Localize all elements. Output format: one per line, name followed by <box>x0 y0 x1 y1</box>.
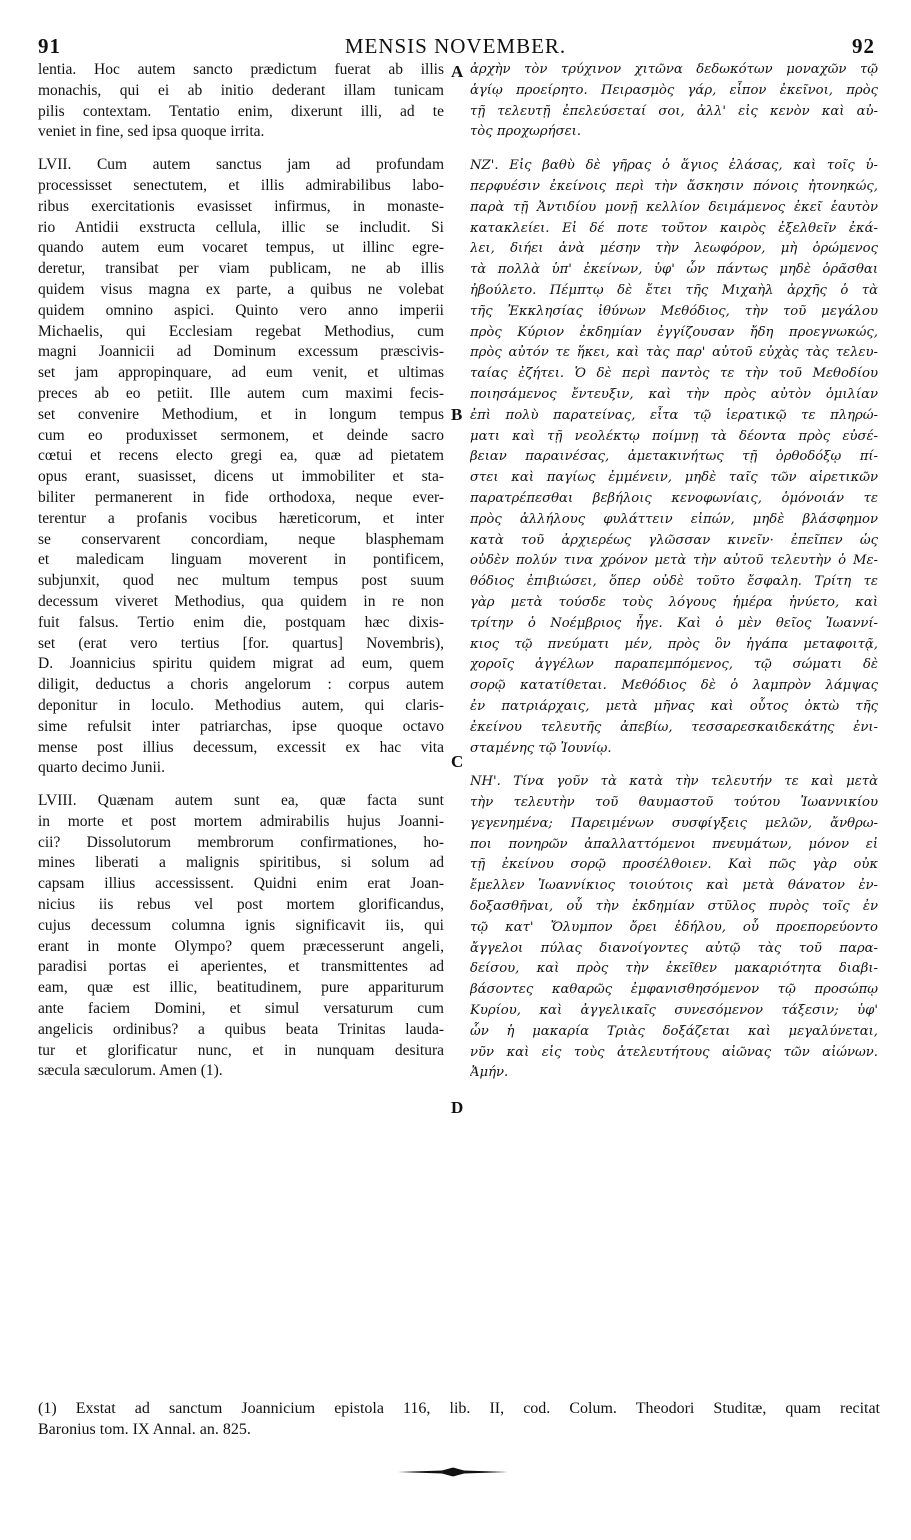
margin-marker-a: A <box>451 62 464 81</box>
text-line: σταμένης τῷ Ἰουνίῳ. <box>470 740 612 756</box>
text-line: ἐν πατριάρχαις, μετὰ μῆνας καὶ οὗτος ὀκτὼ τῆς <box>470 698 878 714</box>
page-number-left: 91 <box>38 34 61 58</box>
text-line: τῇ ἐκείνου σορῷ προσέλθοιεν. Καὶ πῶς γὰρ οὐκ <box>470 857 878 873</box>
text-line: deponitur in loculo. Methodius autem, qui claris- <box>38 696 444 714</box>
text-line: paradisi portas ei aperientes, et transmittentes ad <box>38 958 444 976</box>
greek-paragraph-58 <box>470 772 878 1084</box>
text-line: Ἀμήν. <box>470 1065 509 1081</box>
text-line: κατακλείει. Εἰ δέ ποτε τοῦτον καιρὸς ἐξελθεῖν ἐκά- <box>470 220 878 236</box>
text-line: biliter permanerent in fide orthodoxa, neque ever- <box>38 488 444 506</box>
text-line: decessum viveret Methodius, qua quidem in re non <box>38 592 444 610</box>
text-line: nicius iis rebus vel post mortem glorificandus, <box>38 896 444 914</box>
text-line: κιος τῷ πνεύματι μέν, πρὸς ὃν ἠγάπα μεταφοιτᾷ, <box>470 636 878 652</box>
text-line: περφυέσιν ἐκείνοις περὶ τὴν ἄσκησιν πόνοις ἠτονηκώς, <box>470 178 878 194</box>
running-title: MENSIS NOVEMBER. <box>344 34 567 58</box>
page-number-right: 92 <box>852 34 875 58</box>
text-line: lentia. Hoc autem sancto prædictum fuerat ab illis <box>38 61 444 78</box>
text-line: γεγενημένα; Παρειμένων συσφίγξεις μελῶν, ἄνθρω- <box>470 815 878 831</box>
text-line: οὐδὲν πολύν τινα χρόνον μετὰ τὴν αὐτοῦ τελευτὴν ὁ Με- <box>470 553 878 569</box>
text-line: ματι καὶ τῇ νεολέκτῳ ποίμνῃ τὰ δέοντα πρὸς εὐσέ- <box>470 428 878 444</box>
text-line: mines liberati a malignis spiritibus, si solum ad <box>38 854 444 872</box>
text-line: ποι πονηρῶν ἀπαλλαττόμενοι πνευμάτων, μόνον εἰ <box>470 836 878 852</box>
text-line: παρατρέπεσθαι βεβήλοις κενοφωνίαις, ὁμόνοιάν τε <box>470 490 878 506</box>
text-line: Baronius tom. IX Annal. an. 825. <box>38 1421 251 1438</box>
text-line: ἁγίῳ προείρητο. Πειρασμὸς γάρ, εἶπον ἐκεῖνοι, πρὸς <box>470 82 878 98</box>
text-line: sæcula sæculorum. Amen (1). <box>38 1062 223 1080</box>
text-line: τῇ τελευτῇ ἐπελεύσεταί σοι, ἀλλ' εἰς κενὸν καὶ αὐ- <box>470 103 878 119</box>
text-line: ΝΗ'. Τίνα γοῦν τὰ κατὰ τὴν τελευτήν τε καὶ μετὰ <box>470 774 878 790</box>
text-line: deretur, transibat per viam publicam, ne ab illis <box>38 260 444 278</box>
text-line: cœtui et recens electo gregi ea, quæ ad pietatem <box>38 447 444 465</box>
text-line: opus erant, suasisset, dicens ut immobiliter et sta- <box>38 468 444 486</box>
text-line: ἐπὶ πολὺ παρατείνας, εἶτα τῷ ἱερατικῷ τε πληρώ- <box>470 407 878 423</box>
text-line: δείσου, καὶ πρὸς τὴν ἐκεῖθεν μακαριότητα διαβι- <box>470 961 878 977</box>
text-line: quarto decimo Junii. <box>38 759 165 777</box>
text-line: τῆς Ἐκκλησίας ἰθύνων Μεθόδιος, τὴν τοῦ μεγάλου <box>470 303 878 319</box>
text-line: ἐκείνου τελευτῆς ἀπεβίω, τεσσαρεσκαιδεκάτης ἐνι- <box>470 719 878 735</box>
text-line: LVIII. Quænam autem sunt ea, quæ facta sunt <box>38 792 444 810</box>
text-line: ribus exercitationis evasisset infirmus, in monaste- <box>38 197 444 215</box>
text-line: πρὸς ἀλλήλους φυλάττειν εἰπών, μηδὲ βλάσφημον <box>470 511 878 527</box>
text-line: τρίτην ὁ Νοέμβριος ἦγε. Καὶ ὁ μὲν θεῖος Ἰωαννί- <box>470 615 878 631</box>
text-line: set (erat vero tertius [for. quartus] Novembris), <box>38 634 444 652</box>
text-line: diligit, deductus a choris angelorum : corpus autem <box>38 676 444 694</box>
text-line: cum eo produxisset sermonem, et deinde sacro <box>38 426 444 444</box>
text-line: veniet in fine, sed ipsa quoque irrita. <box>38 123 265 141</box>
text-line: subjunxit, quod nec multum tempus post suum <box>38 572 444 590</box>
text-line: pilis contextam. Tentatio enim, dixerunt illi, ad te <box>38 102 444 120</box>
text-line: ἔμελλεν Ἰωαννίκιος τοιούτοις καὶ μετὰ θάνατον ἐν- <box>470 878 878 894</box>
latin-column <box>38 60 444 1082</box>
text-line: ἠβούλετο. Πέμπτῳ δὲ ἔτει τῆς Μιχαὴλ ἀρχῆς ὁ τὰ <box>470 282 878 298</box>
greek-paragraph-1 <box>470 60 878 143</box>
text-line: fuit falsus. Tertio enim die, postquam hæc dixis- <box>38 613 444 631</box>
text-line: ταίας ἐζήτει. Ὁ δὲ περὶ παντὸς τε τὴν τοῦ Μεθοδίου <box>470 366 878 382</box>
text-line: ante faciem Domini, et simul versaturum cum <box>38 1000 444 1018</box>
text-line: κατὰ τοῦ ἀρχιερέως γλῶσσαν κινεῖν· ἐπεῖπεν ὡς <box>470 532 878 548</box>
text-line: preces ab eo petiit. Ille autem cum maximi fecis- <box>38 384 444 402</box>
text-line: cii? Dissolutorum membrorum confirmationes, ho- <box>38 833 444 851</box>
text-line: θόδιος ἐπιβιώσει, ὅπερ οὐδὲ τοῦτο ἔσφαλη. Τρίτη τε <box>470 574 878 590</box>
text-line: rio Antidii exstructa cellula, illic se includit. Si <box>38 218 444 236</box>
text-line: set jam appropinquare, ad eum venit, et ultimas <box>38 364 444 382</box>
margin-marker-b: B <box>451 405 463 424</box>
text-line: (1) Exstat ad sanctum Joannicium epistola 116, lib. II, cod. Colum. Theodori Studitæ, quam recitat <box>38 1400 880 1417</box>
text-line: cujus decessum columna ignis significavit iis, qui <box>38 916 444 934</box>
greek-paragraph-57 <box>470 156 878 759</box>
text-line: ποιησάμενος ἔντευξιν, καὶ τὴν πρὸς αὐτὸν ὁμιλίαν <box>470 386 878 402</box>
text-line: tur et glorificatur nunc, et in nunquam desitura <box>38 1041 444 1059</box>
running-header <box>0 34 911 60</box>
greek-column <box>470 60 878 1084</box>
text-line: τὰ πολλὰ ὑπ' ἐκείνων, ὑφ' ὧν πάντως μηδὲ ὁρᾶσθαι <box>470 262 878 278</box>
text-line: mense post illius decessum, excessit ex hac vita <box>38 738 444 756</box>
text-line: et maledicam linguam moverent in pontificem, <box>38 551 444 569</box>
text-line: terentur a profanis vocibus hæreticorum, et inter <box>38 509 444 527</box>
text-line: se conservarent concordiam, neque blasphemam <box>38 530 444 548</box>
text-line: τῷ κατ' Ὄλυμπον ὄρει ἐδήλου, οὗ προεπορεύοντο <box>470 919 878 935</box>
text-line: quando autem eum vocaret tempus, ut illinc egre- <box>38 239 444 257</box>
text-line: δοξασθῆναι, οὗ τὴν ἐκδημίαν στῦλος πυρὸς τοῖς ἐν <box>470 899 878 915</box>
text-line: magni Joannicii ad Dominum excessum præscivis- <box>38 343 444 361</box>
text-line: ἄγγελοι πύλας διανοίγοντες αὐτῷ τὰς τοῦ παρα- <box>470 940 878 956</box>
text-line: processisset senectutem, et illis admirabilibus labo- <box>38 176 444 194</box>
text-line: Κυρίου, καὶ ἀγγελικαῖς συνεσόμενον τάξεσιν; ὑφ' <box>470 1003 878 1019</box>
text-line: τὴν τελευτὴν τοῦ θαυμαστοῦ τούτου Ἰωαννικίου <box>470 795 878 811</box>
text-line: βειαν παραινέσας, ἀμετακινήτως τῇ ὀρθοδόξῳ πί- <box>470 449 878 465</box>
text-line: τὸς προχωρήσει. <box>470 124 582 140</box>
text-line: νῦν καὶ εἰς τοὺς ἀτελευτήτους αἰῶνας τῶν αἰώνων. <box>470 1044 878 1060</box>
text-line: in morte et post mortem admirabilis hujus Joanni- <box>38 812 444 830</box>
text-line: βάσοντες καθαρῶς ἐμφανισθησόμενον τῷ προσώπῳ <box>470 982 878 998</box>
text-line: quidem visus magna ex parte, a quibus ne volebat <box>38 280 444 298</box>
text-line: eam, quæ est illic, beatitudinem, pure appariturum <box>38 979 444 997</box>
latin-paragraph-57 <box>38 155 444 779</box>
text-line: Michaelis, qui Ecclesiam regebat Methodius, cum <box>38 322 444 340</box>
margin-marker-d: D <box>451 1098 464 1117</box>
text-line: γὰρ μετὰ τούσδε τοὺς λόγους ἡμέρα ἠνύετο, καὶ <box>470 594 878 610</box>
text-line: angelicis ordinibus? a quibus beata Trinitas lauda- <box>38 1020 444 1038</box>
text-line: χοροῖς ἀγγέλων παραπεμπόμενος, τῷ σώματι δὲ <box>470 657 878 673</box>
text-line: πρὸς αὐτόν τε ἥκει, καὶ τὰς παρ' αὐτοῦ εὐχὰς τὰς τελευ- <box>470 345 878 361</box>
text-line: ὧν ἡ μακαρία Τριὰς δοξάζεται καὶ μεγαλύνεται, <box>470 1023 878 1039</box>
text-line: στει καὶ παγίως ἐμμένειν, μηδὲ ταῖς τῶν αἱρετικῶν <box>470 470 878 486</box>
footnote <box>38 1398 880 1440</box>
latin-paragraph-1 <box>38 60 444 143</box>
text-line: sime refulsit inter patriarchas, ipse quoque octavo <box>38 717 444 735</box>
text-line: πρὸς Κύριον ἐκδημίαν ἐγγίζουσαν ἤδη προεγνωκώς, <box>470 324 878 340</box>
text-line: erant in monte Olympo? quem præcesserunt angeli, <box>38 937 444 955</box>
text-line: παρὰ τῇ Ἀντιδίου μονῇ κελλίον δειμάμενος ἐκεῖ ἑαυτὸν <box>470 199 878 215</box>
margin-marker-c: C <box>451 752 464 771</box>
text-line: monachis, qui ei ab initio dederant illam tunicam <box>38 81 444 99</box>
text-line: D. Joannicius spiritu quidem migrat ad eum, quem <box>38 655 444 673</box>
text-line: quidem omnino aspici. Quinto vero anno imperii <box>38 301 444 319</box>
text-line: LVII. Cum autem sanctus jam ad profundam <box>38 156 444 174</box>
text-line: ἀρχὴν τὸν τρύχινον χιτῶνα δεδωκότων μοναχῶν τῷ <box>470 62 878 77</box>
text-line: λει, διήει ἀνὰ μέσην τὴν λεωφόρον, μὴ ὁρώμενος <box>470 241 878 257</box>
latin-paragraph-58 <box>38 791 444 1082</box>
text-line: σορῷ κατατίθεται. Μεθόδιος δὲ ὁ λαμπρὸν λάμψας <box>470 678 878 694</box>
text-line: set convenire Methodium, et in longum tempus <box>38 405 444 423</box>
end-ornament-rule <box>398 1467 508 1477</box>
text-line: capsam illius accessissent. Quidni enim erat Joan- <box>38 875 444 893</box>
text-line: ΝΖ'. Εἰς βαθὺ δὲ γῆρας ὁ ἅγιος ἐλάσας, καὶ τοῖς ὑ- <box>470 158 878 174</box>
